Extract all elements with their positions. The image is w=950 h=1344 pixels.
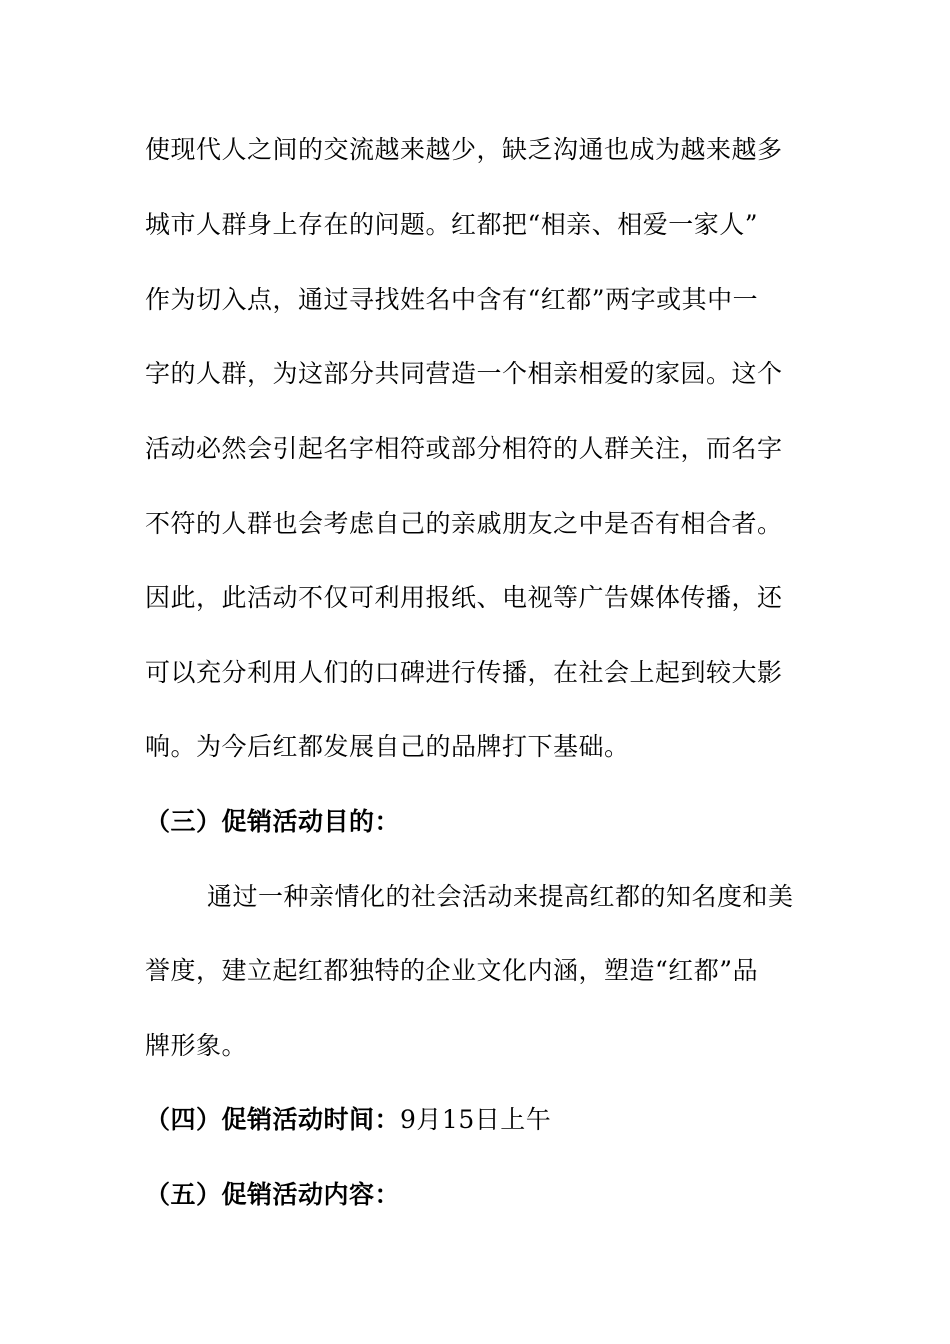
paragraph-line-4: 字的人群，为这部分共同营造一个相亲相爱的家园。这个 [145,359,783,388]
section-3-heading: （三）促销活动目的： [145,807,401,836]
paragraph-line-7: 因此，此活动不仅可利用报纸、电视等广告媒体传播，还 [145,583,783,612]
paragraph-line-2: 城市人群身上存在的问题。红都把“相亲、相爱一家人” [145,210,759,239]
paragraph-line-6: 不符的人群也会考虑自己的亲戚朋友之中是否有相合者。 [145,509,783,538]
section-3-line-2: 誉度，建立起红都独特的企业文化内涵，塑造“红都”品 [145,956,759,985]
paragraph-line-1: 使现代人之间的交流越来越少，缺乏沟通也成为越来越多 [145,135,783,164]
section-5-heading: （五）促销活动内容： [145,1180,401,1209]
paragraph-line-9: 响。为今后红都发展自己的品牌打下基础。 [145,732,630,761]
section-4-row [145,1105,805,1135]
section-4-time-value: 9月15日上午 [400,1105,552,1134]
paragraph-line-8: 可以充分利用人们的口碑进行传播，在社会上起到较大影 [145,658,783,687]
paragraph-line-3: 作为切入点，通过寻找姓名中含有“红都”两字或其中一 [145,285,759,314]
paragraph-line-5: 活动必然会引起名字相符或部分相符的人群关注，而名字 [145,434,783,463]
section-3-line-3: 牌形象。 [145,1031,248,1060]
section-3-line-1: 通过一种亲情化的社会活动来提高红都的知名度和美 [207,882,794,911]
section-4-heading: （四）促销活动时间： [145,1105,401,1134]
